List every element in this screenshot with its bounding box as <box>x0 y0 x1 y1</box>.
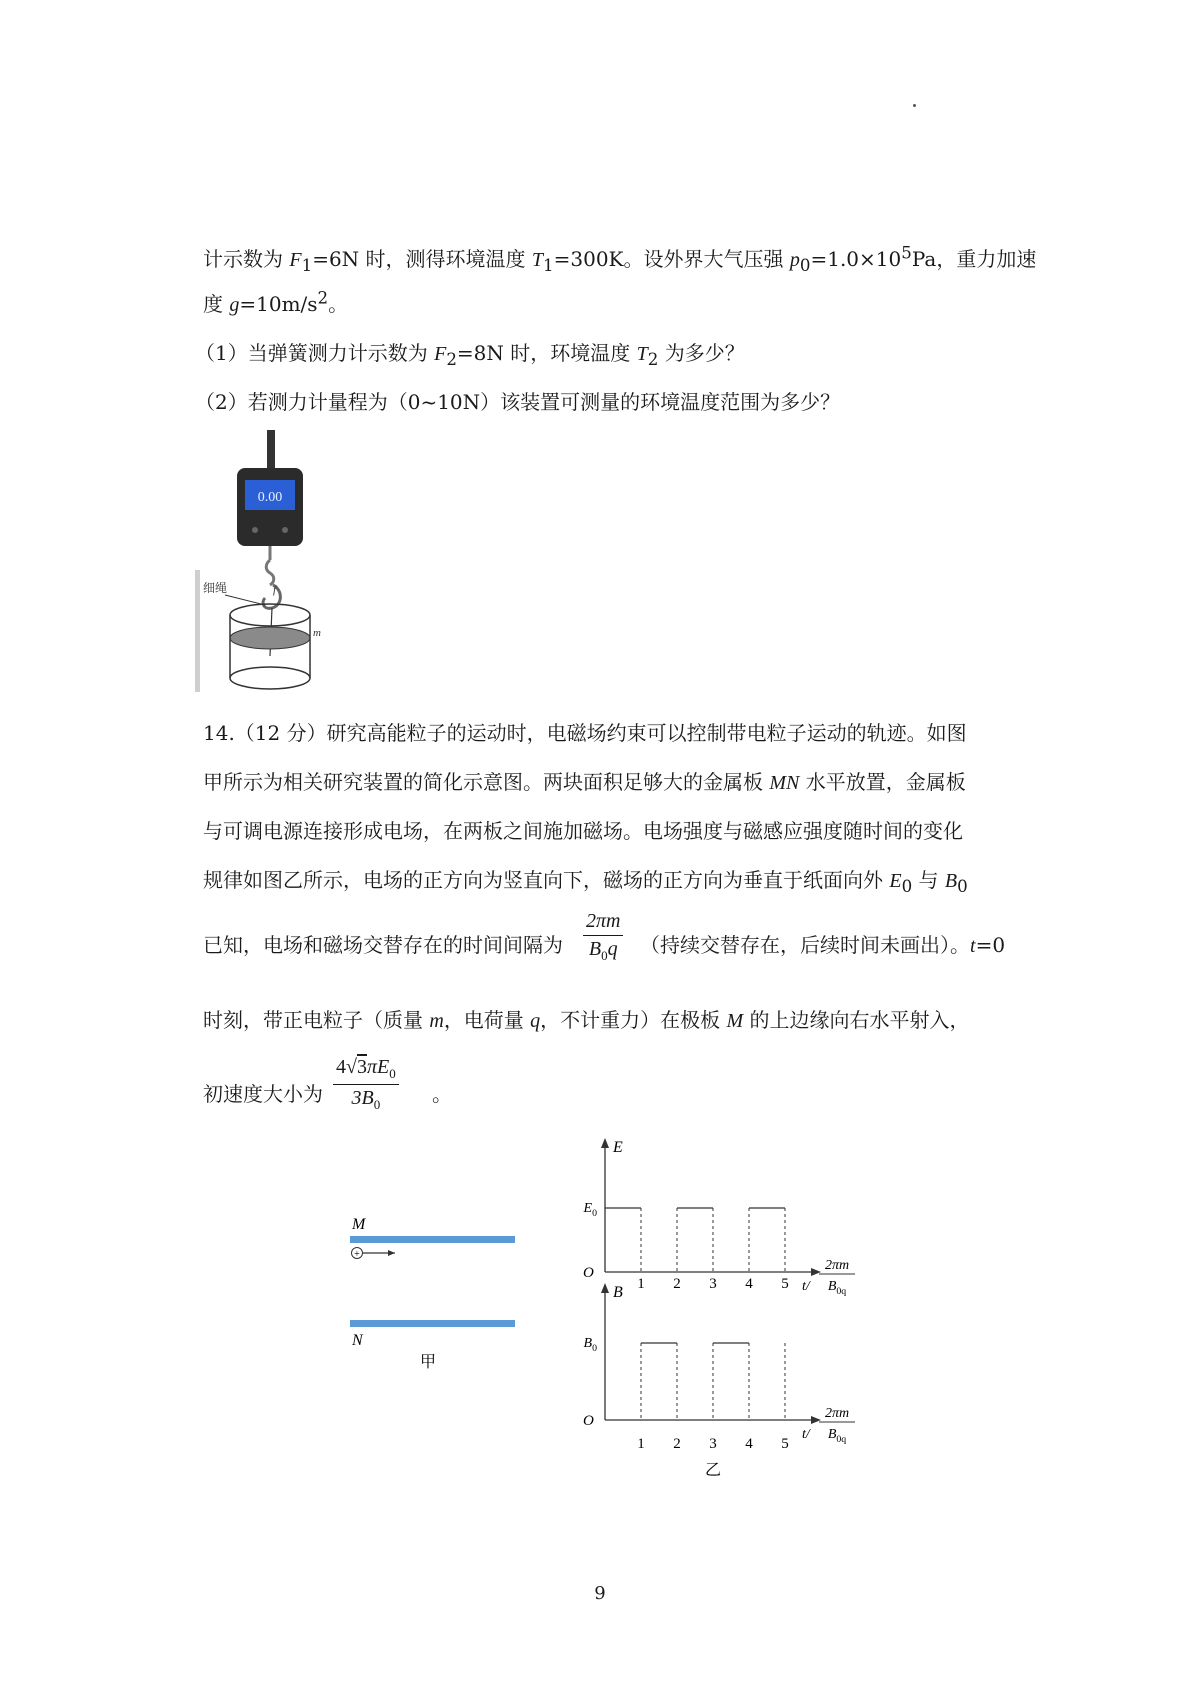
p14-line-4: 规律如图乙所示，电场的正方向为竖直向下，磁场的正方向为垂直于纸面向外 $E_0$ 与 $B_0$ <box>203 868 968 896</box>
spring-scale-figure <box>195 430 345 692</box>
E-graph-y-arrow <box>601 1138 609 1148</box>
E-graph-y-label: E <box>613 1139 623 1156</box>
caption-yi: 乙 <box>704 1462 722 1479</box>
B-graph-level-label: $B_0$ <box>583 1336 597 1354</box>
piston <box>230 627 310 649</box>
plate-M <box>350 1236 515 1243</box>
scan-dot <box>913 104 916 107</box>
B-graph-unit-den: $B_{0q}$ <box>827 1427 847 1445</box>
p14-line-5a: 已知，电场和磁场交替存在的时间间隔为 <box>203 933 563 957</box>
B-graph-tick-4: 4 <box>745 1436 753 1452</box>
E-graph-tick-2: 2 <box>673 1276 681 1292</box>
label-M: M <box>352 1216 366 1233</box>
B-graph-tick-3: 3 <box>709 1436 717 1452</box>
scale-display-text: 0.00 <box>257 490 283 505</box>
p14-line-7b: 。 <box>432 1082 452 1106</box>
B-graph-origin: O <box>583 1413 594 1429</box>
B-graph-tick-5: 5 <box>781 1436 789 1452</box>
B-graph-tick-1: 1 <box>637 1436 645 1452</box>
question-2: （2）若测力计量程为（0~10N）该装置可测量的环境温度范围为多少？ <box>195 390 841 414</box>
B-graph-y-arrow <box>601 1283 609 1293</box>
plates-figure <box>340 1215 530 1375</box>
plate-N <box>350 1320 515 1327</box>
B-graph-x-arrow <box>811 1416 821 1424</box>
p14-line-6: 时刻，带正电粒子（质量 m，电荷量 q，不计重力）在极板 M 的上边缘向右水平射入， <box>203 1008 970 1032</box>
fraction-period: $\frac{2\pi m}{B_0q}$ <box>583 910 623 964</box>
caption-jia: 甲 <box>419 1354 437 1371</box>
p14-line-7a: 初速度大小为 <box>203 1082 323 1106</box>
intro-line-2: 度 $g=10m/s^2$。 <box>203 288 349 316</box>
B-graph-tick-2: 2 <box>673 1436 681 1452</box>
page-number: 9 <box>594 1583 606 1604</box>
B-graph-unit-t: t/ <box>802 1427 810 1442</box>
B-graph-unit-num: 2πm <box>824 1406 850 1421</box>
E-graph-level-label: $E_0$ <box>583 1201 597 1219</box>
p14-line-3: 与可调电源连接形成电场，在两板之间施加磁场。电场强度与磁感应强度随时间的变化 <box>203 819 963 843</box>
p14-line-1: 14.（12 分）研究高能粒子的运动时，电磁场约束可以控制带电粒子运动的轨迹。如图 <box>203 721 967 745</box>
intro-line-1: 计示数为 $F_1=6N$ 时，测得环境温度 $T_1=300K$。设外界大气压强 $p_0=1.0\times 10^5Pa$，重力加速 <box>203 243 1037 275</box>
E-graph-unit-den: $B_{0q}$ <box>827 1279 847 1297</box>
B-graph-y-label: B <box>613 1284 623 1301</box>
particle-sign: + <box>354 1249 360 1260</box>
piston-label: m <box>313 627 321 639</box>
E-graph-tick-4: 4 <box>745 1276 753 1292</box>
p14-line-5b: （持续交替存在，后续时间未画出）。t=0 <box>640 933 1006 957</box>
E-graph-unit-t: t/ <box>802 1279 810 1294</box>
E-graph-origin: O <box>583 1265 594 1281</box>
p14-line-2: 甲所示为相关研究装置的简化示意图。两块面积足够大的金属板 MN 水平放置，金属板 <box>203 770 966 794</box>
rope-label: 细绳 <box>203 581 228 595</box>
E-graph-unit-num: 2πm <box>824 1258 850 1273</box>
fraction-velocity: $\frac{4√3\pi E_0}{3B_0}$ <box>333 1056 399 1113</box>
E-graph-tick-3: 3 <box>709 1276 717 1292</box>
E-graph-tick-5: 5 <box>781 1276 789 1292</box>
question-1: （1）当弹簧测力计示数为 $F_2=8N$ 时，环境温度 $T_2$ 为多少？ <box>195 341 745 369</box>
E-graph-tick-1: 1 <box>637 1276 645 1292</box>
E-graph-x-arrow <box>811 1268 821 1276</box>
field-time-graphs <box>575 1130 895 1480</box>
label-N: N <box>352 1332 363 1349</box>
hook-label: f <box>273 584 277 596</box>
